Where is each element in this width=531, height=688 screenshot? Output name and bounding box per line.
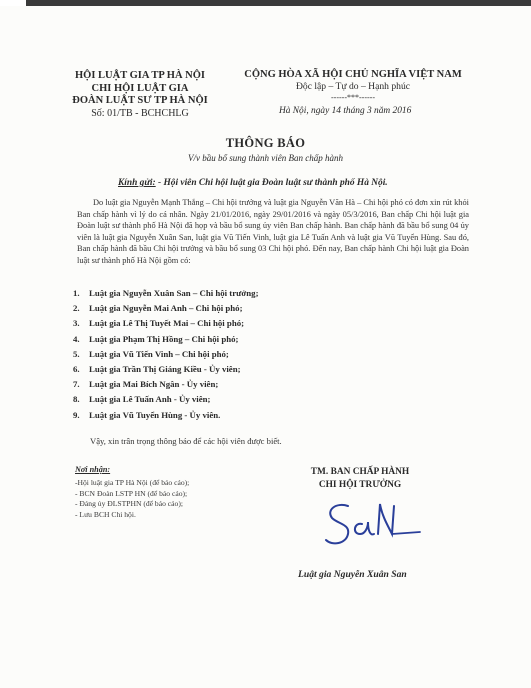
list-item: 6. Luật gia Trần Thị Giáng Kiều - Ủy viên; <box>73 364 241 375</box>
org-line-2: CHI HỘI LUẬT GIA <box>91 82 189 94</box>
list-item: -Hội luật gia TP Hà Nội (để báo cáo); <box>75 478 190 487</box>
place-date: Hà Nội, ngày 14 tháng 3 năm 2016 <box>279 106 412 116</box>
handwritten-signature <box>318 494 428 554</box>
greeting-label: Kính gửi: <box>118 178 156 188</box>
org-line-1: HỘI LUẬT GIA TP HÀ NỘI <box>74 70 206 81</box>
document-number: Số: 01/TB - BCHCHLG <box>91 107 189 119</box>
document-page <box>0 6 531 688</box>
signature-org-line-1: TM. BAN CHẤP HÀNH <box>310 467 410 477</box>
list-item: - Đảng ủy ĐLSTPHN (để báo cáo); <box>75 499 183 509</box>
list-item: - Lưu BCH Chi hội. <box>75 509 136 519</box>
document-title: THÔNG BÁO <box>225 136 306 150</box>
country-name: CỘNG HÒA XÃ HỘI CHỦ NGHĨA VIỆT NAM <box>244 69 462 80</box>
list-item: 5. Luật gia Vũ Tiến Vinh – Chi hội phó; <box>73 348 229 359</box>
recipients-list <box>75 478 315 520</box>
greeting-text: - Hội viên Chi hội luật gia Đoàn luật sư thành phố Hà Nội. <box>155 178 388 188</box>
org-line-3: ĐOÀN LUẬT SƯ TP HÀ NỘI <box>72 95 208 106</box>
closing-sentence: Vậy, xin trân trọng thông báo để các hội viên được biết. <box>90 436 282 446</box>
signature-org <box>280 466 440 492</box>
recipients-label: Nơi nhận: <box>75 465 111 474</box>
list-item: 3. Luật gia Lê Thị Tuyết Mai – Chi hội phó; <box>73 318 245 329</box>
document-subject: V/v bầu bổ sung thành viên Ban chấp hành <box>188 153 343 163</box>
signer-name: Luật gia Nguyễn Xuân San <box>298 569 407 580</box>
greeting <box>118 178 388 188</box>
signature-org-line-2: CHI HỘI TRƯỞNG <box>318 480 402 490</box>
list-item: 2. Luật gia Nguyễn Mai Anh – Chi hội phó; <box>73 303 243 314</box>
list-item: 4. Luật gia Phạm Thị Hồng – Chi hội phó; <box>73 333 239 344</box>
list-item: 1. Luật gia Nguyễn Xuân San – Chi hội trưởng; <box>73 288 259 298</box>
list-item: 9. Luật gia Vũ Tuyển Hùng - Ủy viên. <box>73 409 221 420</box>
body-paragraph: Do luật gia Nguyễn Mạnh Thắng – Chi hội trưởng và luật gia Nguyễn Văn Hà – Chi hội phó có đơn xin rút khỏi Ban chấp hành vì lý do cá nhân. Ngày 21/01/2016, ngày 29/01/2016 và ngày 05/3/2016, Ban chấp Chi hội luật gia Đoàn luật sư thành phố Hà Nội đã họp và bầu bổ sung ủy viên Ban chấp hành. Ban chấp hành đã bầu bổ sung 04 ủy viên là luật gia Nguyễn Xuân San, luật gia Vũ Tiến Vinh, luật gia Lê Tuấn Anh và luật gia Vũ Tuyển Hùng. Sau đó, Ban chấp hành đã bầu Chi hội trưởng và bầu bổ sung 03 Chi hội phó. Đến nay, Ban chấp hành Chi hội luật gia Đoàn luật sư thành phố Hà Nội gồm có: <box>77 198 469 265</box>
member-list <box>73 286 393 423</box>
header-separator: ------***------ <box>331 93 375 102</box>
right-header <box>233 68 473 103</box>
left-header <box>40 70 240 120</box>
list-item: 8. Luật gia Lê Tuấn Anh - Ủy viên; <box>73 394 211 405</box>
national-motto: Độc lập – Tự do – Hạnh phúc <box>296 81 410 92</box>
list-item: 7. Luật gia Mai Bích Ngân - Ủy viên; <box>73 379 219 390</box>
list-item: - BCN Đoàn LSTP HN (để báo cáo); <box>75 488 188 498</box>
